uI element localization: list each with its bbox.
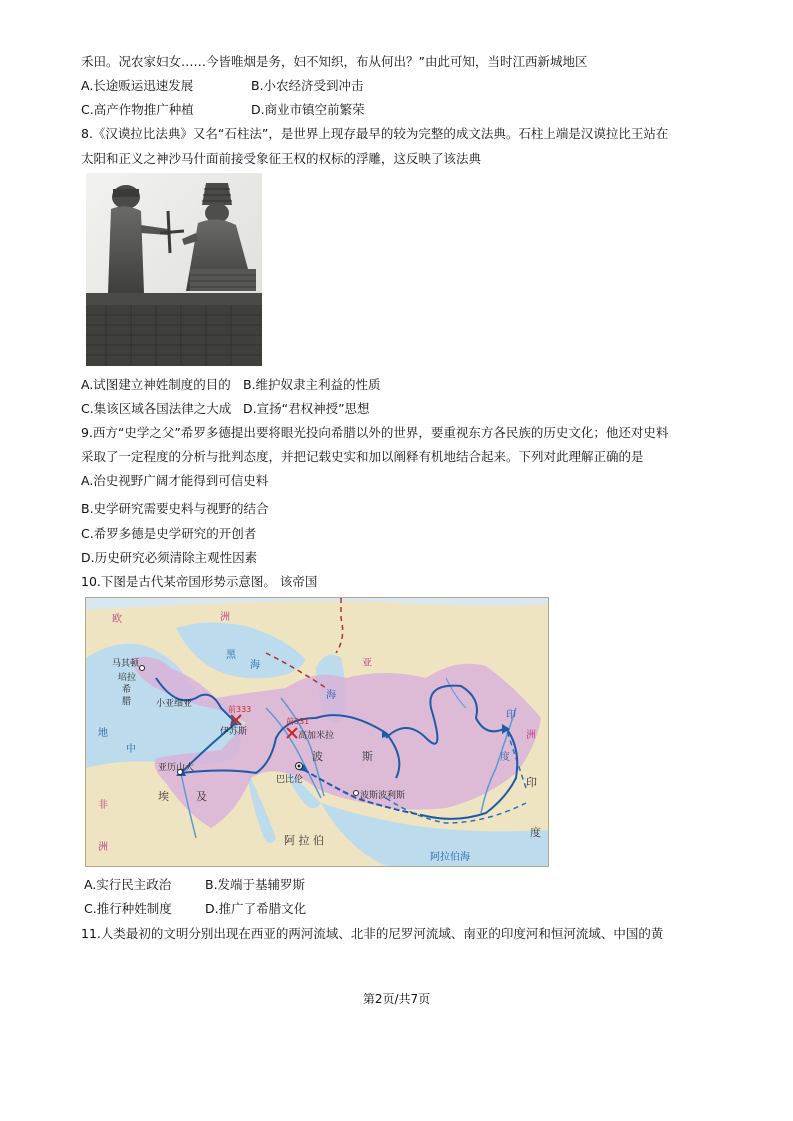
map-label-indus-a: 印 (506, 710, 516, 721)
map-label-persia-b: 斯 (362, 750, 373, 763)
q9-stem-line1: 9.西方“史学之父”希罗多德提出要将眼光投向希腊以外的世界，要重视东方各民族的历史文化；他还对史料 (81, 425, 669, 440)
map-label-issus-date: 前333 (228, 705, 252, 714)
map-label-med-a: 地 (98, 728, 108, 739)
q7-option-b[interactable]: B.小农经济受到冲击 (251, 78, 364, 93)
map-label-europe-b: 洲 (220, 612, 230, 623)
map-label-africa-a: 非 (98, 800, 108, 811)
q8-options-row2 (81, 400, 370, 418)
map-label-persia-a: 波 (312, 750, 323, 763)
q8-option-b[interactable]: B.维护奴隶主利益的性质 (243, 377, 381, 392)
map-label-europe-a: 欧 (112, 614, 122, 625)
q10-options-row1 (81, 876, 306, 894)
hammurabi-stele-relief-image (86, 173, 262, 366)
map-label-black-sea-b: 海 (250, 660, 260, 671)
map-label-greece-b: 腊 (122, 697, 132, 707)
q10-option-a[interactable]: A.实行民主政治 (84, 877, 172, 892)
map-label-gaugamela: 高加米拉 (298, 731, 335, 741)
map-label-babylon: 巴比伦 (276, 775, 304, 785)
q8-option-d[interactable]: D.宣扬“君权神授”思想 (243, 401, 370, 416)
map-label-issus: 伊苏斯 (220, 727, 248, 737)
q9-option-b[interactable]: B.史学研究需要史料与视野的结合 (81, 501, 269, 516)
map-label-gaugamela-date: 前331 (286, 717, 310, 726)
q8-option-a[interactable]: A.试图建立神姓制度的目的 (81, 377, 231, 392)
q9-option-d[interactable]: D.历史研究必须清除主观性因素 (81, 550, 258, 565)
q7-text: 禾田。况农家妇女……今皆唯烟是务，妇不知织，布从何出？”由此可知，当时江西新城地区 (81, 54, 588, 69)
map-label-greece-a: 希 (122, 685, 132, 695)
q7-option-a[interactable]: A.长途贩运迅速发展 (81, 78, 194, 93)
q10-option-d[interactable]: D.推广了希腊文化 (205, 901, 307, 916)
map-label-med-b: 中 (126, 744, 136, 755)
page-footer: 第2页/共7页 (362, 992, 431, 1006)
map-label-asia-a: 亚 (362, 658, 372, 669)
q8-stem-line1: 8.《汉谟拉比法典》又名“石柱法”，是世界上现存最早的较为完整的成文法典。石柱上端是汉谟拉比王站在 (81, 126, 669, 141)
map-label-indus-b: 度 (500, 752, 510, 763)
map-label-caspian: 海 (326, 690, 336, 701)
map-label-arabia: 阿 拉 伯 (284, 834, 324, 847)
map-label-black-sea-a: 黑 (226, 650, 236, 661)
map-label-macedonia: 马其顿 (112, 659, 140, 669)
q11-stem: 11.人类最初的文明分别出现在西亚的两河流域、北非的尼罗河流域、南亚的印度河和恒河流域、中国的黄 (81, 926, 664, 941)
q8-options-row1 (81, 376, 381, 394)
q8-option-c[interactable]: C.集该区域各国法律之大成 (81, 401, 232, 416)
map-label-pella: 培拉 (118, 673, 137, 683)
q8-stem-line2: 太阳和正义之神沙马什面前接受象征王权的权标的浮雕，这反映了该法典 (81, 151, 482, 166)
map-label-arabian-sea: 阿拉伯海 (430, 852, 470, 863)
map-label-asia-minor: 小亚细亚 (156, 699, 193, 709)
q10-option-b[interactable]: B.发端于基辅罗斯 (205, 877, 306, 892)
q7-options-row2 (81, 101, 365, 119)
q7-options-row1 (81, 77, 364, 95)
map-label-egypt-a: 埃 (158, 790, 169, 803)
q10-options-row2 (81, 900, 307, 918)
q9-option-a[interactable]: A.治史视野广阔才能得到可信史料 (81, 473, 269, 488)
map-label-alexandria: 亚历山大 (158, 763, 195, 773)
map-label-persepolis: 波斯波利斯 (360, 791, 406, 801)
map-label-india-a: 印 (526, 776, 537, 789)
q10-stem: 10.下图是古代某帝国形势示意图。 该帝国 (81, 574, 318, 589)
map-label-india-b: 度 (530, 826, 541, 839)
q7-option-c[interactable]: C.高产作物推广种植 (81, 102, 194, 117)
empire-map-image (85, 597, 549, 867)
map-label-egypt-b: 及 (196, 790, 207, 803)
q10-option-c[interactable]: C.推行种姓制度 (84, 901, 172, 916)
map-label-africa-b: 洲 (98, 842, 108, 853)
map-label-asia-b: 洲 (526, 730, 536, 741)
q7-option-d[interactable]: D.商业市镇空前繁荣 (251, 102, 365, 117)
q9-stem-line2: 采取了一定程度的分析与批判态度，并把记载史实和加以阐释有机地结合起来。下列对此理解正确的是 (81, 449, 644, 464)
q9-option-c[interactable]: C.希罗多德是史学研究的开创者 (81, 526, 257, 541)
